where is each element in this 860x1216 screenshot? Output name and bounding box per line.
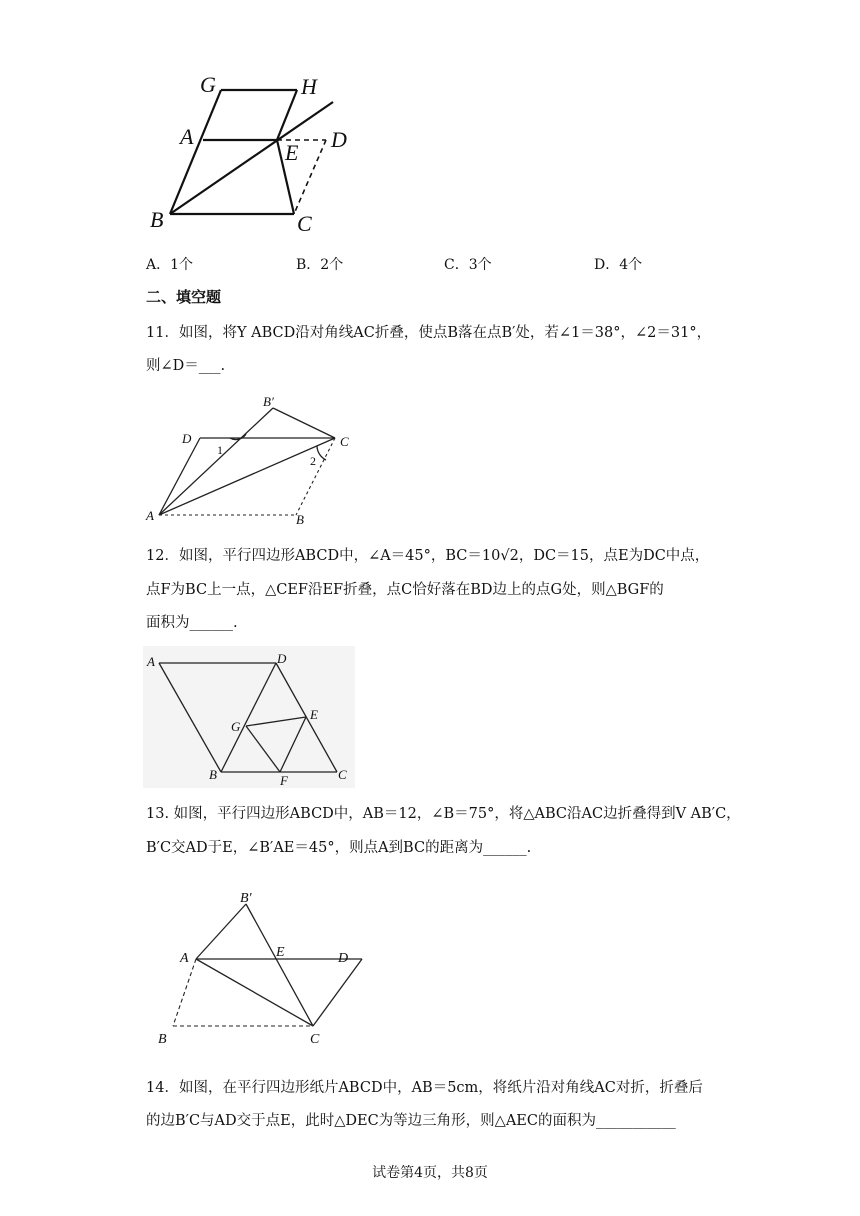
label-c: C <box>338 767 347 782</box>
question-13-line-2: B′C交AD于E，∠B′AE＝45°，则点A到BC的距离为______. <box>146 840 532 856</box>
figure-q10 <box>140 70 380 240</box>
label-f: F <box>280 773 288 788</box>
segment-ac <box>196 959 313 1026</box>
label-d: D <box>182 431 192 446</box>
label-b: B <box>296 512 304 527</box>
figure-q12 <box>143 646 355 788</box>
question-14-line-2: 的边B′C与AD交于点E，此时△DEC为等边三角形，则△AEC的面积为___________ <box>146 1113 676 1129</box>
dashed-cb <box>296 438 335 515</box>
dashed-dc <box>294 140 326 214</box>
segment-dc <box>313 959 362 1026</box>
label-angle-1: 1 <box>217 443 223 457</box>
question-12-line-1: 12．如图，平行四边形ABCD中，∠A＝45°，BC＝10√2，DC＝15，点E为DC中点， <box>146 548 710 564</box>
segment-ab-prime <box>196 904 246 959</box>
label-c: C <box>310 1032 320 1047</box>
label-c: C <box>297 211 312 236</box>
label-h: H <box>301 74 317 99</box>
segment-da <box>159 438 200 515</box>
label-e: E <box>285 140 299 165</box>
label-angle-2: 2 <box>310 454 316 468</box>
label-e: E <box>310 707 318 722</box>
section-title: 二、填空题 <box>146 288 222 306</box>
page-footer: 试卷第4页，共8页 <box>372 1165 488 1181</box>
question-13-line-1: 13. 如图，平行四边形ABCD中，AB＝12，∠B＝75°，将△ABC沿AC边折叠得到V AB′C， <box>146 806 741 822</box>
label-a: A <box>147 654 155 669</box>
label-d: D <box>331 127 347 152</box>
option-b: B．2个 <box>296 257 344 273</box>
segment-b-prime-c <box>246 904 313 1026</box>
label-c: C <box>340 434 349 449</box>
label-b-prime: B′ <box>240 891 252 906</box>
option-a: A．1个 <box>146 257 194 273</box>
label-b: B <box>158 1032 167 1047</box>
label-b: B <box>209 767 217 782</box>
figure-q11 <box>140 388 370 528</box>
segment-ac <box>159 438 335 515</box>
question-14-line-1: 14．如图，在平行四边形纸片ABCD中，AB＝5cm，将纸片沿对角线AC对折，折叠后 <box>146 1080 703 1096</box>
label-d: D <box>338 951 349 966</box>
label-a: A <box>180 124 194 149</box>
label-e: E <box>276 945 285 960</box>
question-12-line-3: 面积为______. <box>146 615 238 631</box>
option-d: D．4个 <box>594 257 643 273</box>
label-g: G <box>231 719 241 734</box>
option-c: C．3个 <box>444 257 492 273</box>
label-g: G <box>200 72 216 97</box>
label-d: D <box>277 651 287 666</box>
dashed-ab <box>173 959 196 1026</box>
label-b: B <box>150 207 164 232</box>
segment-b-prime-c <box>273 408 335 438</box>
figure-q13 <box>150 884 370 1050</box>
segment-be-extended <box>170 102 333 214</box>
question-11-line-1: 11．如图，将Y ABCD沿对角线AC折叠，使点B落在点B′处，若∠1＝38°，∠2＝31°， <box>146 325 712 341</box>
segment-ab-prime <box>159 408 273 515</box>
question-12-line-2: 点F为BC上一点，△CEF沿EF折叠，点C恰好落在BD边上的点G处，则△BGF的 <box>146 582 664 598</box>
angle-2-arc <box>317 446 326 460</box>
label-b-prime: B′ <box>263 394 274 409</box>
question-11-line-2: 则∠D＝___. <box>146 358 226 374</box>
label-a: A <box>180 951 189 966</box>
label-a: A <box>146 508 154 523</box>
